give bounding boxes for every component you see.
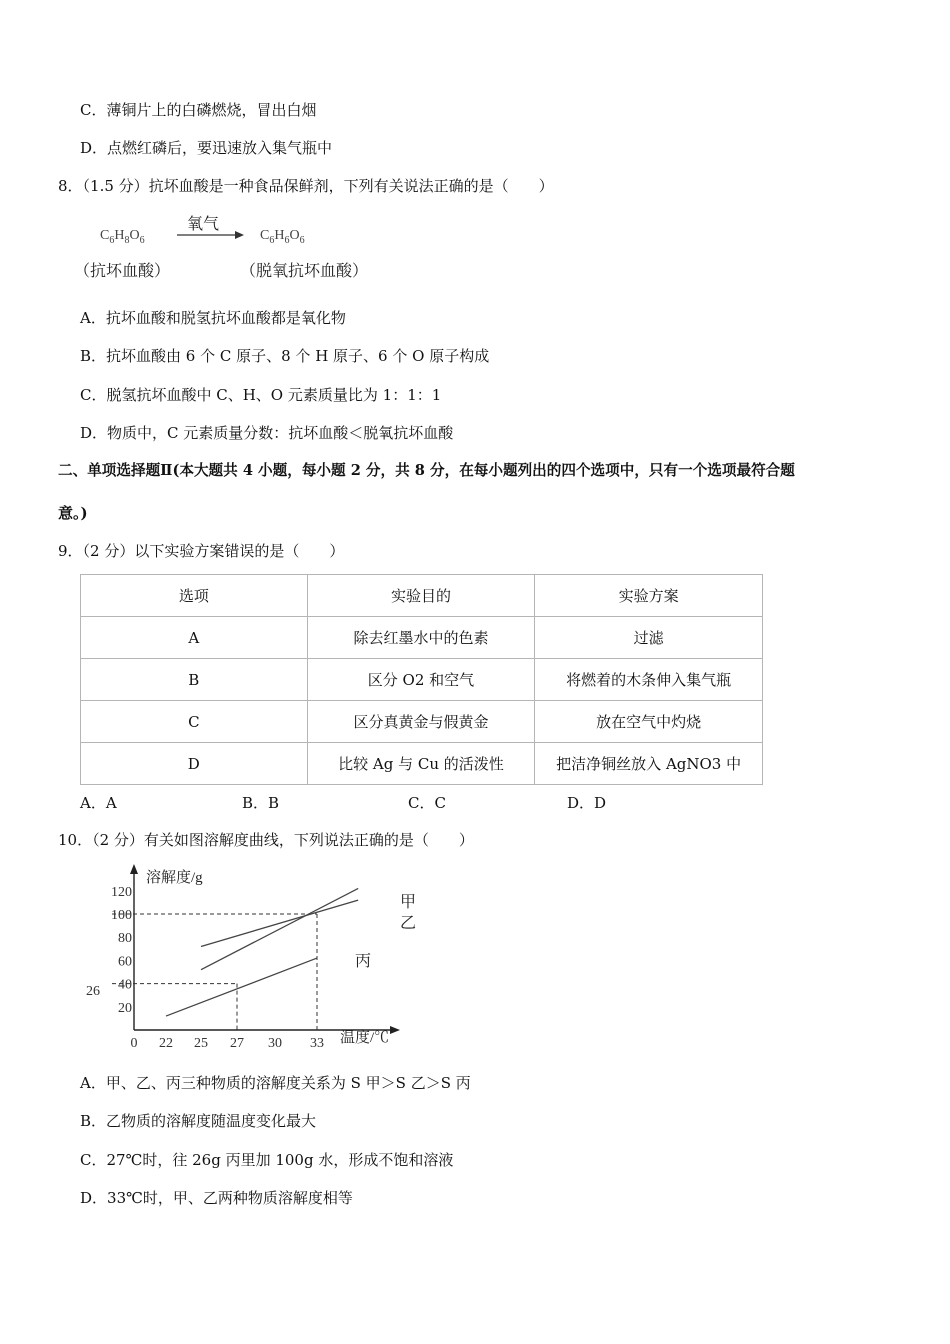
q10-option-a: [80, 1073, 471, 1093]
table-row: [81, 701, 763, 743]
section-heading-line2: 意。): [58, 504, 88, 522]
x-tick-label: 0: [130, 1036, 138, 1051]
table-cell: 放在空气中灼烧: [535, 701, 763, 743]
y-axis-arrow: [130, 864, 138, 874]
reactant-formula: $C_6H_8O_6$: [100, 228, 145, 246]
solubility-chart: [70, 860, 430, 1055]
option-text: 抗坏血酸和脱氢抗坏血酸都是氧化物: [105, 309, 346, 327]
q8-stem: 8．（1.5 分）抗坏血酸是一种食品保鲜剂，下列有关说法正确的是（ ）: [58, 177, 554, 195]
option-key: B．: [80, 347, 107, 365]
chart-series: [166, 888, 416, 1016]
q7-option-d: [80, 138, 332, 158]
option-key: C．: [80, 386, 107, 404]
option-key: C．: [80, 1151, 107, 1169]
y-tick-label: 40: [118, 977, 132, 993]
q10-stem: 10．（2 分）有关如图溶解度曲线，下列说法正确的是（ ）: [58, 831, 474, 849]
q8-option-a: [80, 308, 346, 328]
option-text: 甲、乙、丙三种物质的溶解度关系为 S 甲＞S 乙＞S 丙: [105, 1074, 471, 1092]
header-cell: 实验方案: [535, 575, 763, 617]
x-tick-label: 30: [268, 1036, 282, 1051]
table-header-row: [81, 575, 763, 617]
option-key: D．: [80, 424, 108, 442]
y-tick-label-26: 26: [86, 984, 100, 999]
section-heading-line1: 二、单项选择题Ⅱ(本大题共 4 小题，每小题 2 分，共 8 分，在每小题列出的四个选项中，只有一个选项最符合题: [58, 462, 795, 479]
q8-option-c: [80, 385, 441, 405]
option-text: 物质中，C 元素质量分数：抗坏血酸＜脱氧抗坏血酸: [107, 424, 454, 442]
q9-stem: 9．（2 分）以下实验方案错误的是（ ）: [58, 542, 345, 560]
q10-option-c: [80, 1150, 453, 1170]
product-name: （脱氧抗坏血酸）: [240, 261, 369, 280]
reactant-name: （抗坏血酸）: [74, 261, 171, 280]
option-text: 点燃红磷后，要迅速放入集气瓶中: [107, 139, 333, 157]
option-text: 33℃时，甲、乙两种物质溶解度相等: [107, 1189, 353, 1207]
y-tick-label: 80: [118, 931, 132, 947]
q8-option-b: [80, 346, 489, 366]
header-cell: 选项: [81, 575, 308, 617]
series-line-甲: [201, 888, 358, 969]
experiment-table: [80, 574, 763, 785]
y-tick-label: 100: [111, 908, 132, 923]
product-formula: $C_6H_6O_6$: [260, 228, 305, 246]
q9-answer-b: B．B: [242, 794, 280, 812]
option-key: D．: [80, 1189, 108, 1207]
y-tick-label: 20: [118, 1000, 132, 1016]
series-label: 丙: [355, 953, 372, 970]
option-text: 乙物质的溶解度随温度变化最大: [106, 1112, 317, 1130]
reaction-arrow: [176, 228, 246, 242]
q9-answer-d: D．D: [567, 794, 607, 812]
table-cell: 比较 Ag 与 Cu 的活泼性: [307, 743, 535, 785]
table-cell: 过滤: [535, 617, 763, 659]
q8-option-d: [80, 423, 453, 443]
table-row: [81, 743, 763, 785]
option-key: D．: [80, 139, 108, 157]
option-key: A．: [80, 309, 106, 327]
table-cell: B: [81, 659, 308, 701]
x-axis-arrow: [390, 1026, 400, 1034]
table-cell: 把洁净铜丝放入 AgNO3 中: [535, 743, 763, 785]
option-key: B．: [80, 1112, 107, 1130]
q9-answer-a: A．A: [80, 794, 117, 812]
x-tick-label: 22: [159, 1036, 173, 1051]
table-cell: 将燃着的木条伸入集气瓶: [535, 659, 763, 701]
q10-option-d: [80, 1188, 353, 1208]
series-label: 乙: [400, 915, 417, 932]
table-cell: 除去红墨水中的色素: [307, 617, 535, 659]
option-text: 抗坏血酸由 6 个 C 原子、8 个 H 原子、6 个 O 原子构成: [106, 347, 490, 365]
reaction-condition: 氧气: [187, 214, 220, 233]
y-axis-label: 溶解度/g: [146, 870, 203, 886]
q9-answer-c: C．C: [408, 794, 446, 812]
option-text: 薄铜片上的白磷燃烧，冒出白烟: [106, 101, 317, 119]
table-cell: 区分 O2 和空气: [307, 659, 535, 701]
table-cell: A: [81, 617, 308, 659]
series-line-丙: [166, 958, 317, 1016]
option-key: A．: [80, 1074, 106, 1092]
table-cell: D: [81, 743, 308, 785]
x-tick-label: 33: [310, 1036, 324, 1051]
header-cell: 实验目的: [307, 575, 535, 617]
table-cell: 区分真黄金与假黄金: [307, 701, 535, 743]
table-row: [81, 659, 763, 701]
series-line-乙: [201, 900, 358, 946]
option-key: C．: [80, 101, 107, 119]
x-tick-label: 27: [230, 1036, 244, 1051]
option-text: 脱氢抗坏血酸中 C、H、O 元素质量比为 1：1：1: [106, 386, 442, 404]
chart-guides: [112, 914, 317, 1030]
series-label: 甲: [400, 894, 417, 911]
x-tick-label: 25: [194, 1036, 208, 1051]
option-text: 27℃时，往 26g 丙里加 100g 水，形成不饱和溶液: [106, 1151, 454, 1169]
q7-option-c: [80, 100, 317, 120]
x-axis-label: 温度/℃: [340, 1030, 390, 1046]
q10-option-b: [80, 1111, 316, 1131]
y-tick-label: 120: [111, 884, 132, 900]
table-cell: C: [81, 701, 308, 743]
table-row: [81, 617, 763, 659]
y-tick-label: 60: [118, 954, 132, 970]
